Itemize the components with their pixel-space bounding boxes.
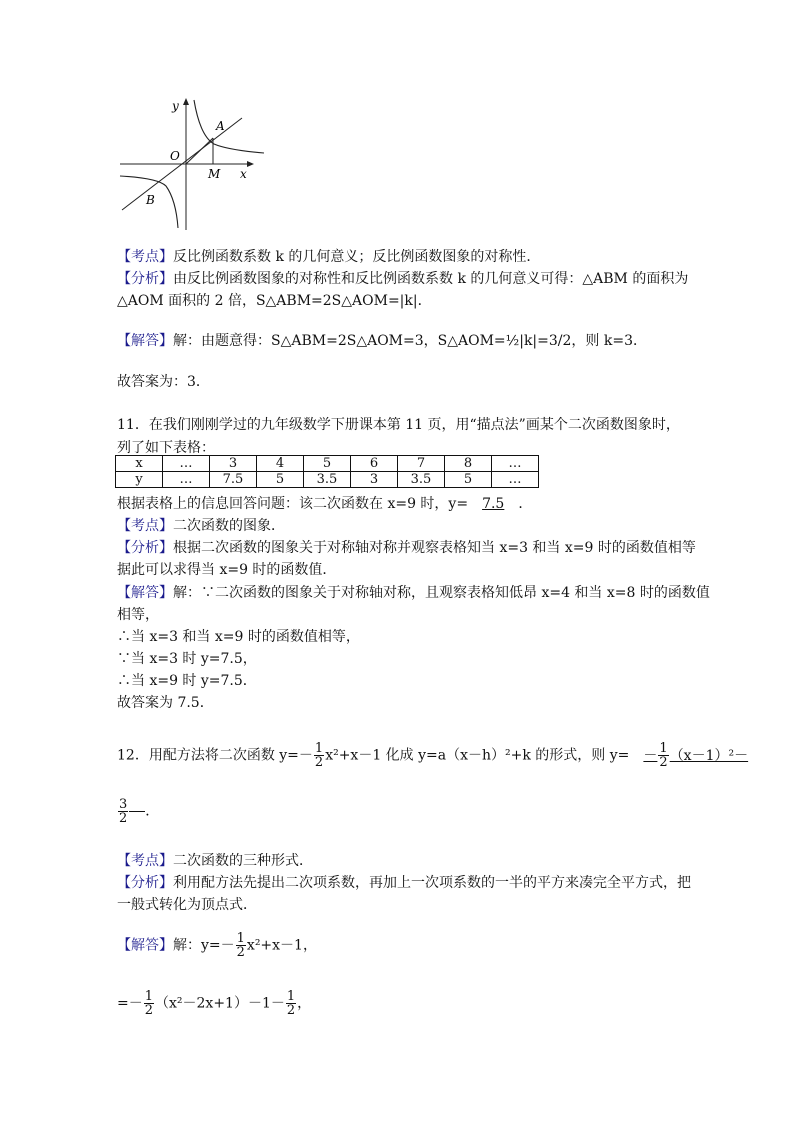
table-cell: …: [163, 472, 210, 488]
table-cell: 5: [445, 472, 492, 488]
table-cell: …: [492, 456, 539, 472]
q11-answer: 故答案为 7.5．: [117, 695, 214, 711]
fraction: $\frac{1}{2}$: [144, 989, 154, 1018]
table-cell: 3.5: [398, 472, 445, 488]
step-text-2: （x²－2x+1）－1－: [155, 995, 285, 1012]
label-a: A: [216, 119, 225, 133]
table-cell: 8: [445, 456, 492, 472]
table-cell: …: [163, 456, 210, 472]
q10-kaodian-line: [117, 246, 540, 266]
table-cell: 5: [304, 456, 351, 472]
q10-answer: 故答案为：3．: [117, 374, 210, 390]
kaodian-text: 二次函数的图象．: [173, 518, 285, 534]
step-end: ，: [297, 995, 312, 1012]
ask-suffix: ．: [518, 496, 533, 512]
table-cell: 5: [257, 472, 304, 488]
fraction: $\frac{3}{2}$: [119, 797, 128, 826]
table-row-y: [116, 472, 539, 488]
q12-fenxi-line: [117, 872, 691, 892]
q11-jieda-line-5: ∴当 x=9 时 y=7.5．: [117, 673, 257, 689]
table-cell: 4: [257, 456, 304, 472]
stem-text: 12．用配方法将二次函数 y=－: [117, 747, 313, 764]
jieda-text-2: x²+x－1，: [246, 937, 317, 954]
jieda-text: 解：y=－: [173, 937, 235, 954]
answer-end: ．: [145, 803, 160, 820]
q11-stem-2: 列了如下表格：: [117, 440, 215, 456]
q12-kaodian-line: [117, 850, 313, 870]
q11-jieda-line: [117, 582, 710, 602]
jieda-tag: 【解答】: [117, 585, 173, 601]
step-text: =－: [117, 995, 143, 1012]
table-cell: 6: [351, 456, 398, 472]
q12-jieda-line: [117, 932, 317, 959]
q12-step: [117, 990, 311, 1017]
table-cell: 3: [210, 456, 257, 472]
table-cell: y: [116, 472, 163, 488]
jieda-text: 解：由题意得：S△ABM=2S△AOM=3，S△AOM=½|k|=3/2，则 k=3．: [173, 333, 647, 349]
jieda-tag: 【解答】: [117, 937, 173, 954]
q10-fenxi-line: [117, 268, 688, 288]
q12-answer-cont: [117, 798, 159, 825]
table-cell: x: [116, 456, 163, 472]
values-table: [115, 455, 539, 488]
fenxi-text: 由反比例函数图象的对称性和反比例函数系数 k 的几何意义可得：△ABM 的面积为: [173, 271, 689, 287]
kaodian-tag: 【考点】: [117, 249, 173, 265]
kaodian-tag: 【考点】: [117, 518, 173, 534]
jieda-tag: 【解答】: [117, 333, 173, 349]
table-cell: …: [492, 472, 539, 488]
jieda-text: 解：∵二次函数的图象关于对称轴对称，且观察表格知低昂 x=4 和当 x=8 时的函数值: [173, 585, 710, 601]
kaodian-text: 反比例函数系数 k 的几何意义；反比例函数图象的对称性．: [173, 249, 541, 265]
q11-fenxi-line-2: 据此可以求得当 x=9 时的函数值．: [117, 562, 337, 578]
fenxi-text: 利用配方法先提出二次项系数，再加上一次项系数的一半的平方来凑完全平方式，把: [173, 875, 691, 891]
fenxi-text: 根据二次函数的图象关于对称轴对称并观察表格知当 x=3 和当 x=9 时的函数值相等: [173, 540, 696, 556]
table-cell: 7: [398, 456, 445, 472]
q10-jieda-line: [117, 330, 647, 350]
label-b: B: [146, 193, 155, 207]
table-row-x: [116, 456, 539, 472]
table-cell: 3.5: [304, 472, 351, 488]
label-m: M: [208, 167, 221, 181]
table-cell: 7.5: [210, 472, 257, 488]
fenxi-tag: 【分析】: [117, 540, 173, 556]
fraction: $\frac{1}{2}$: [286, 989, 296, 1018]
label-o: O: [170, 149, 180, 163]
answer-underline: [129, 811, 145, 812]
q11-ask: [117, 493, 532, 513]
q11-jieda-line-2: 相等，: [117, 607, 159, 623]
fraction: $\frac{1}{2}$: [314, 741, 324, 770]
kaodian-tag: 【考点】: [117, 853, 173, 869]
q11-kaodian-line: [117, 515, 285, 535]
q10-fenxi-line-2: △AOM 面积的 2 倍，S△ABM=2S△AOM=|k|．: [117, 293, 432, 309]
kaodian-text: 二次函数的三种形式．: [173, 853, 313, 869]
q12-fenxi-line-2: 一般式转化为顶点式．: [117, 897, 257, 913]
q11-fenxi-line: [117, 537, 696, 557]
table-cell: 3: [351, 472, 398, 488]
q11-jieda-line-3: ∴当 x=3 和当 x=9 时的函数值相等，: [117, 629, 360, 645]
answer-blank: 7.5: [482, 496, 505, 512]
label-x: x: [240, 167, 247, 181]
hyperbola-graph: [118, 92, 268, 232]
stem-text-2: x²+x－1 化成 y=a（x－h）²+k 的形式，则 y=: [325, 747, 630, 764]
fraction: $\frac{1}{2}$: [236, 931, 245, 960]
q12-stem: [117, 742, 748, 769]
fenxi-tag: 【分析】: [117, 875, 173, 891]
ask-text: 根据表格上的信息回答问题：该二次函数在 x=9 时，y=: [117, 496, 469, 512]
label-y: y: [172, 99, 179, 113]
q11-jieda-line-4: ∵当 x=3 时 y=7.5，: [117, 651, 257, 667]
fenxi-tag: 【分析】: [117, 271, 173, 287]
answer-blank: － $\frac{1}{2}$ （x－1）²－: [643, 741, 749, 770]
q11-stem-1: 11．在我们刚刚学过的九年级数学下册课本第 11 页，用“描点法”画某个二次函数图象时，: [117, 417, 680, 433]
